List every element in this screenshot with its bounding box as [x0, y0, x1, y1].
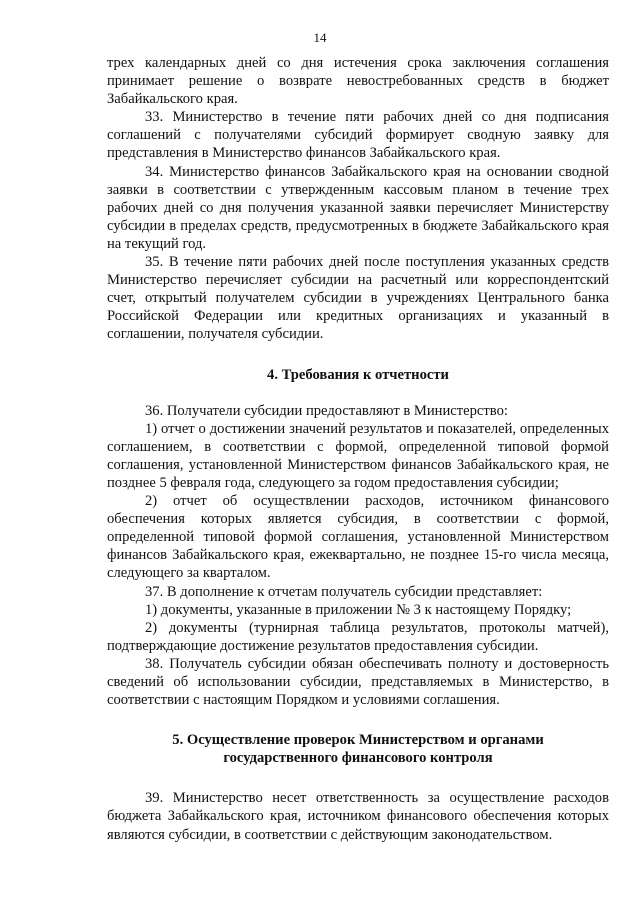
section-5-heading [107, 731, 609, 767]
section-4-heading: 4. Требования к отчетности [267, 366, 449, 383]
paragraph-33: 33. Министерство в течение пяти рабочих дней со дня подписания соглашений с получателями субсидий формирует сводную заявку для представления в Министерство финансов Забайкальского края. [107, 109, 609, 162]
paragraph-36: 36. Получатели субсидии предоставляют в Министерство: [145, 402, 508, 419]
section-5-heading-line-1: 5. Осуществление проверок Министерством и органами [172, 732, 544, 749]
paragraph-34: 34. Министерство финансов Забайкальского края на основании сводной заявки в соответствии с утвержденным кассовым планом в течение трех рабочих дней со дня получения указанной заявки перечисляет Министерству субсидии в пределах средств, предусмотренных в бюджете Забайкальского края на текущий год. [107, 163, 609, 252]
paragraph-36-item-2: 2) отчет об осуществлении расходов, источником финансового обеспечения которых является субсидия, в соответствии с формой, определенной типовой формой соглашения, установленной Министерством финансов Забайкальского края, ежеквартально, не позднее 15-го числа месяца, следующего за кварталом. [107, 493, 609, 582]
document-body [107, 54, 609, 844]
paragraph-38: 38. Получатель субсидии обязан обеспечивать полноту и достоверность сведений об использовании субсидии, представляемых в Министерство, в соответствии с настоящим Порядком и условиями соглашения. [107, 655, 609, 709]
paragraph-continuation: трех календарных дней со дня истечения срока заключения соглашения принимает решение о возврате невостребованных средств в бюджет Забайкальского края. [107, 55, 609, 108]
page-number: 14 [313, 30, 327, 45]
paragraph-36-item-1: 1) отчет о достижении значений результатов и показателей, определенных соглашением, в соответствии с формой, определенной типовой формой соглашения, установленной Министерством финансов Забайкальского края, не позднее 5 февраля года, следующего за годом предоставления субсидии; [107, 420, 609, 491]
paragraph-37-item-1: 1) документы, указанные в приложении № 3 к настоящему Порядку; [145, 601, 572, 618]
paragraph-37: 37. В дополнение к отчетам получатель субсидии представляет: [145, 583, 543, 600]
paragraph-39: 39. Министерство несет ответственность за осуществление расходов бюджета Забайкальского края, источником финансового обеспечения которых являются субсидии, в соответствии с действующим законодательством. [107, 790, 609, 843]
paragraph-37-item-2: 2) документы (турнирная таблица результатов, протоколы матчей), подтверждающие достижение результатов предоставления субсидии. [107, 619, 609, 654]
section-5-heading-line-2: государственного финансового контроля [223, 750, 493, 767]
paragraph-35: 35. В течение пяти рабочих дней после поступления указанных средств Министерство перечисляет субсидии на расчетный или корреспондентский счет, открытый получателем субсидии в учреждениях Центрального банка Российской Федерации или кредитных организациях и указанный в соглашении, получателя субсидии. [107, 254, 609, 343]
